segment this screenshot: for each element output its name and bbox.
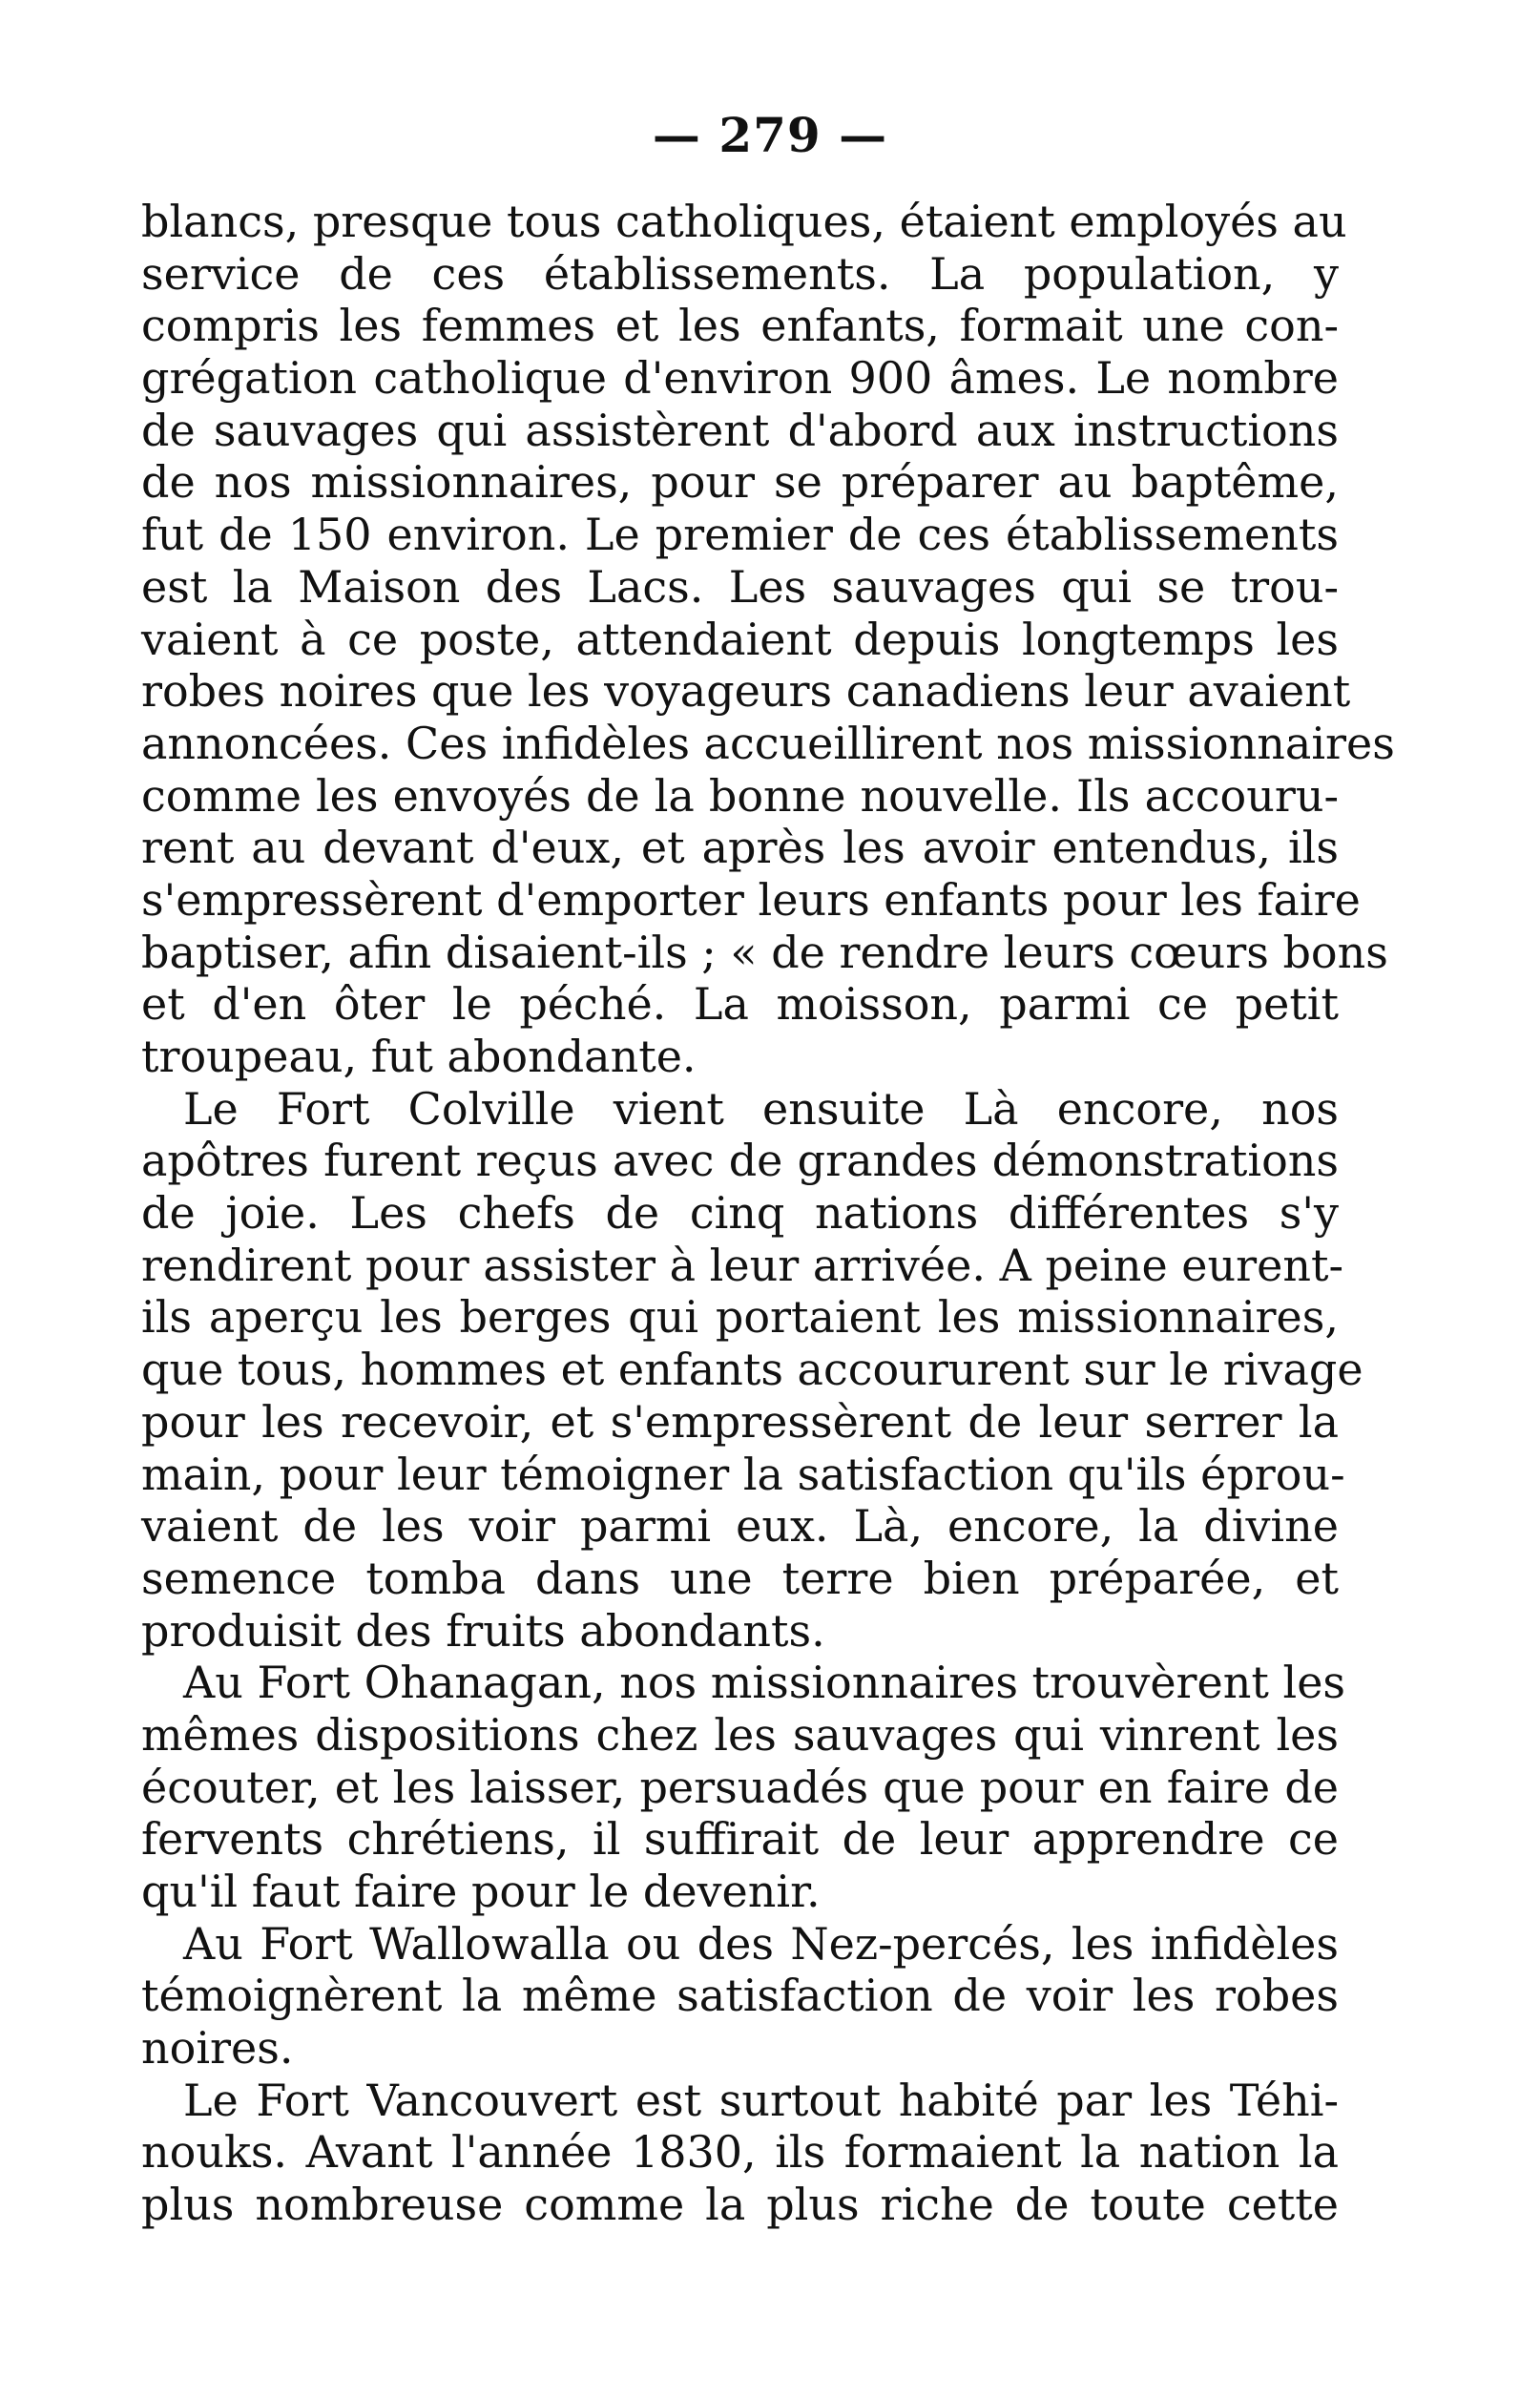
text-line: écouter, et les laisser, persuadés que pour en faire de xyxy=(141,1761,1339,1813)
text-line: semence tomba dans une terre bien préparée, et xyxy=(141,1552,1339,1604)
text-line: troupeau, fut abondante. xyxy=(141,1031,697,1082)
text-line: noires. xyxy=(141,2022,294,2075)
text-line: pour les recevoir, et s'empressèrent de leur serrer la xyxy=(141,1395,1339,1448)
text-line: et d'en ôter le péché. La moisson, parmi ce petit xyxy=(141,978,1339,1031)
text-line: produisit des fruits abondants. xyxy=(141,1604,825,1657)
text-line: fervents chrétiens, il suffirait de leur apprendre ce xyxy=(141,1813,1339,1866)
text-line: blancs, presque tous catholiques, étaient employés au xyxy=(141,196,1347,247)
body-text xyxy=(141,196,1395,2231)
text-line: baptiser, afin disaient-ils ; « de rendre leurs cœurs bons xyxy=(141,926,1388,978)
text-line: qu'il faut faire pour le devenir. xyxy=(141,1866,821,1917)
text-line: vaient à ce poste, attendaient depuis longtemps les xyxy=(141,613,1339,665)
text-line: témoignèrent la même satisfaction de voir les robes xyxy=(141,1970,1339,2022)
text-line: apôtres furent reçus avec de grandes démonstrations xyxy=(141,1135,1339,1187)
text-line: s'empressèrent d'emporter leurs enfants pour les faire xyxy=(141,873,1361,926)
text-line: robes noires que les voyageurs canadiens leur avaient xyxy=(141,665,1351,718)
text-line: ils aperçu les berges qui portaient les missionnaires, xyxy=(141,1291,1339,1344)
text-line: fut de 150 environ. Le premier de ces établissements xyxy=(141,509,1339,561)
text-line: mêmes dispositions chez les sauvages qui vinrent les xyxy=(141,1708,1339,1761)
text-line: Le Fort Vancouvert est surtout habité par les Téhi- xyxy=(183,2074,1339,2126)
text-line: grégation catholique d'environ 900 âmes. Le nombre xyxy=(141,352,1339,405)
text-line: rendirent pour assister à leur arrivée. A peine eurent- xyxy=(141,1239,1344,1291)
text-line: que tous, hommes et enfants accoururent sur le rivage xyxy=(141,1344,1363,1396)
text-line: annoncées. Ces infidèles accueillirent nos missionnaires xyxy=(141,717,1395,769)
text-line: de joie. Les chefs de cinq nations différentes s'y xyxy=(141,1187,1339,1240)
text-line: main, pour leur témoigner la satisfaction qu'ils éprou- xyxy=(141,1448,1345,1500)
text-line: rent au devant d'eux, et après les avoir entendus, ils xyxy=(141,822,1339,874)
text-line: comme les envoyés de la bonne nouvelle. Ils accouru- xyxy=(141,769,1339,822)
text-line: Le Fort Colville vient ensuite Là encore, nos xyxy=(183,1082,1339,1135)
text-line: service de ces établissements. La population, y xyxy=(141,247,1339,300)
text-line: de nos missionnaires, pour se préparer au baptême, xyxy=(141,456,1339,509)
text-line: de sauvages qui assistèrent d'abord aux instructions xyxy=(141,404,1339,456)
text-line: compris les femmes et les enfants, formait une con- xyxy=(141,300,1339,352)
text-line: nouks. Avant l'année 1830, ils formaient la nation la xyxy=(141,2126,1339,2179)
text-line: Au Fort Ohanagan, nos missionnaires trouvèrent les xyxy=(183,1657,1346,1709)
text-line: vaient de les voir parmi eux. Là, encore, la divine xyxy=(141,1500,1339,1553)
text-line: plus nombreuse comme la plus riche de toute cette xyxy=(141,2179,1339,2231)
text-line: Au Fort Wallowalla ou des Nez-percés, les infidèles xyxy=(183,1917,1339,1970)
text-line: est la Maison des Lacs. Les sauvages qui se trou- xyxy=(141,560,1339,613)
page-number: — 279 — xyxy=(652,107,888,163)
